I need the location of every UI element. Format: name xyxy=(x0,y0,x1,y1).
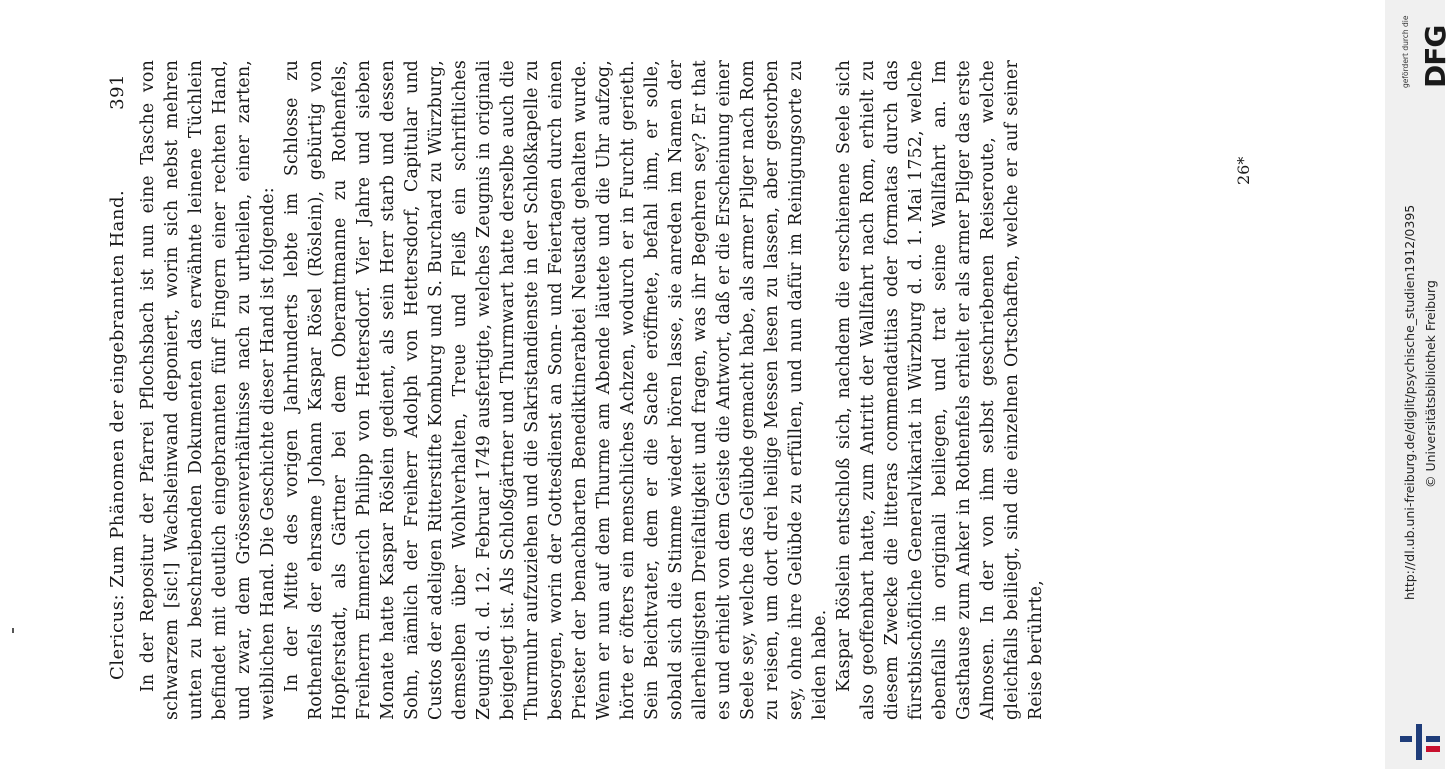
logo-bar-accent xyxy=(1426,746,1440,752)
copyright-notice: © Universitätsbibliothek Freiburg xyxy=(1423,280,1438,488)
scan-mark xyxy=(12,628,14,633)
paragraph: In der Repositur der Pfarrei Pflochsbach ist nun eine Tasche von schwarzem [sic!] Wachsleinwand deponiert, worin sich nebst mehren unten zu beschreibenden Dokumenten das erwähnte leinene Tüchlein befindet mit deutlich eingebrannten fünf Fingern einer rechten Hand, und zwar, dem Grössenverhältnisse nach zu urtheilen, einer zarten, weiblichen Hand. Die Geschichte dieser Hand ist folgende: xyxy=(138,60,278,720)
rotated-text-block xyxy=(100,60,1260,720)
dfg-logo xyxy=(1398,2,1452,90)
logo-bar xyxy=(1416,724,1422,760)
university-library-logo xyxy=(1398,724,1442,760)
paragraph: In der Mitte des vorigen Jahrhunderts lebte im Schlosse zu Rothenfels der ehrsame Johann Kaspar Rösel (Röslein), gebürtig von Hopferstadt, als Gärtner bei dem Oberamtmanne zu Rothenfels, Freiherrn Emmerich Philipp von Hettersdorf. Vier Jahre und sieben Monate hatte Kaspar Röslein gedient, als sein Herr starb und dessen Sohn, nämlich der Freiherr Adolph von Hettersdorf, Capitular und Custos der adeligen Ritterstifte Komburg und S. Burchard zu Würzburg, demselben über Wohlverhalten, Treue und Fleiß ein schriftliches Zeugnis d. d. 12. Februar 1749 ausfertigte, welches Zeugnis in originali beigelegt ist. Als Schloßgärtner und Thurmwart hatte derselbe auch die Thurmuhr aufzuziehen und die Sakristandienste in der Schloßkapelle zu besorgen, worin der Gottesdienst an Sonn- und Feiertagen durch einen Priester der benachbarten Benediktinerabtei Neustadt gehalten wurde. Wenn er nun auf dem Thurme am Abende läutete und die Uhr aufzog, hörte er öfters ein menschliches Achzen, wodurch er in Furcht gerieth. Sein Beichtvater, dem er die Sache eröffnete, befahl ihm, er solle, sobald sich die Stimme wieder hören lasse, sie anreden im Namen der allerheiligsten Dreifaltigkeit und fragen, was ihr Begehren sey? Er that es und erhielt von dem Geiste die Antwort, daß er die Erscheinung einer Seele sey, welche das Gelübde gemacht habe, als armer Pilger nach Rom zu reisen, um dort drei heilige Messen lesen zu lassen, aber gestorben sey, ohne ihre Gelübde zu erfüllen, und nun dafür im Reinigungsorte zu leiden habe. xyxy=(282,60,830,720)
dfg-logo-text: DFG xyxy=(1419,25,1452,88)
body-text xyxy=(136,60,1048,720)
running-head: Clericus: Zum Phänomen der eingebrannten Hand. xyxy=(107,189,128,680)
logo-bar xyxy=(1400,736,1412,742)
dfg-funding-text: gefördert durch die xyxy=(1401,15,1410,88)
signature-mark: 26* xyxy=(1234,156,1253,185)
permalink-url[interactable]: http://dl.ub.uni-freiburg.de/diglit/psychische_studien1912/0395 xyxy=(1402,204,1417,600)
logo-bar xyxy=(1426,736,1440,742)
page-number: 391 xyxy=(107,74,128,110)
paragraph: Kaspar Röslein entschloß sich, nachdem die erschienene Seele sich also geoffenbart hatte, zum Antritt der Wallfahrt nach Rom, erhielt zu diesem Zwecke die litteras commendatitias oder formatas durch das fürstbischöfliche Generalvikariat in Würzburg d. d. 1. Mai 1752, welche ebenfalls in originali beiliegen, und trat seine Wallfahrt an. Im Gasthause zum Anker in Rothenfels erhielt er als armer Pilger das erste Almosen. In der von ihm selbst geschriebenen Reiseroute, welche gleichfalls beiliegt, sind die einzelnen Ortschaften, welche er auf seiner Reise berührte, xyxy=(834,60,1046,720)
page-header xyxy=(100,60,136,720)
